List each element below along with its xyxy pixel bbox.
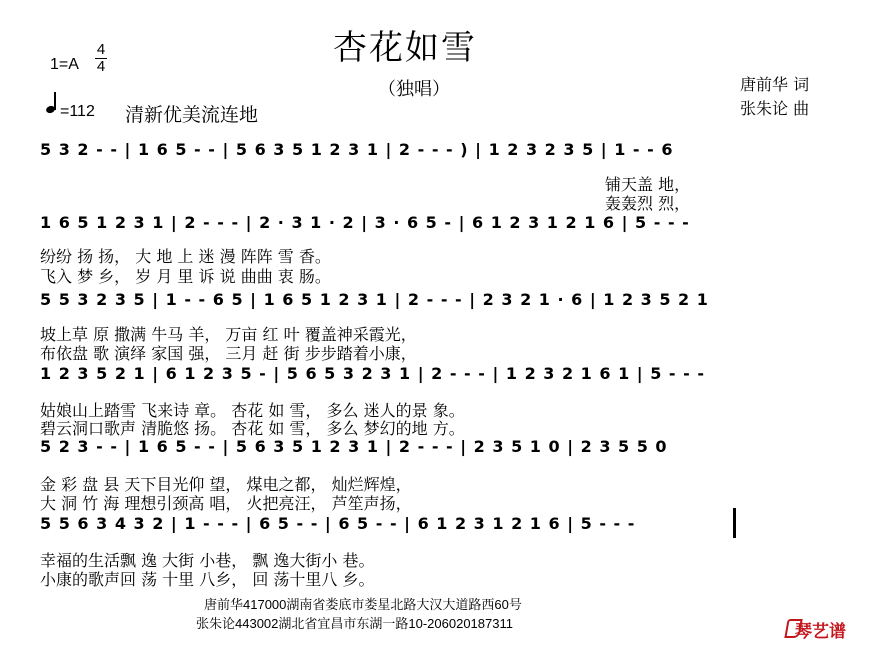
notation-row-2: 1 6 5 1 2 3 1 | 2 - - - | 2 · 3 1 · 2 | 3 · 6 5 - | 6 1 2 3 1 2 1 6 | 5 - - - (40, 213, 690, 232)
lyric-row-1-line-3: 轰轰烈 烈， (605, 194, 691, 213)
song-title: 杏花如雪 (333, 28, 477, 68)
footer-address-composer: 张朱论443002湖北省宜昌市东湖一路10-206020187311 (196, 616, 513, 631)
lyric-row-6-line-2: 小康的歌声回 荡 十里 八乡， 回 荡十里八 乡。 (40, 570, 375, 589)
lyric-row-4-line-1: 姑娘山上踏雪 飞来诗 章。 杏花 如 雪， 多么 迷人的景 象。 (40, 401, 465, 420)
lyric-row-2-line-1: 纷纷 扬 扬， 大 地 上 迷 漫 阵阵 雪 香。 (40, 247, 331, 266)
notation-row-5: 5 2 3 - - | 1 6 5 - - | 5 6 3 5 1 2 3 1 | 2 - - - | 2 3 5 1 0 | 2 3 5 5 0 (40, 437, 668, 456)
lyric-row-2-line-2: 飞入 梦 乡， 岁 月 里 诉 说 曲曲 衷 肠。 (40, 267, 331, 286)
brand-logo-text: 琴艺谱 (795, 622, 846, 642)
key-signature: 1=A (50, 56, 79, 73)
composer-credit: 张朱论 曲 (740, 99, 810, 118)
time-signature-bottom: 4 (96, 58, 106, 75)
notation-row-4: 1 2 3 5 2 1 | 6 1 2 3 5 - | 5 6 5 3 2 3 1 | 2 - - - | 1 2 3 2 1 6 1 | 5 - - - (40, 364, 705, 383)
tempo-description: 清新优美流连地 (125, 104, 259, 126)
notation-row-3: 5 5 3 2 3 5 | 1 - - 6 5 | 1 6 5 1 2 3 1 | 2 - - - | 2 3 2 1 · 6 | 1 2 3 5 2 1 (40, 290, 709, 309)
lyric-row-3-line-2: 布依盘 歌 演绎 家国 强， 三月 赶 街 步步踏着小康， (40, 344, 417, 363)
time-signature (95, 42, 107, 75)
quarter-note-stem-icon (54, 92, 56, 110)
lyric-row-4-line-2: 碧云洞口歌声 清脆悠 扬。 杏花 如 雪， 多么 梦幻的地 方。 (40, 419, 465, 438)
lyric-row-3-line-1: 坡上草 原 撒满 牛马 羊， 万亩 红 叶 覆盖神采霞光， (40, 325, 417, 344)
notation-row-6: 5 5 6 3 4 3 2 | 1 - - - | 6 5 - - | 6 5 - - | 6 1 2 3 1 2 1 6 | 5 - - - (40, 514, 636, 533)
footer-address-lyricist: 唐前华417000湖南省娄底市娄星北路大汉大道路西60号 (204, 597, 522, 612)
lyric-row-5-line-2: 大 洞 竹 海 理想引颈高 唱， 火把亮汪， 芦笙声扬， (40, 494, 412, 513)
tempo-marking: =112 (60, 103, 95, 120)
lyric-row-6-line-1: 幸福的生活飘 逸 大街 小巷， 飘 逸大街小 巷。 (40, 551, 375, 570)
final-barline (733, 508, 736, 538)
lyric-row-5-line-1: 金 彩 盘 县 天下目光仰 望， 煤电之都， 灿烂辉煌， (40, 475, 412, 494)
lyric-row-1-line-2: 铺天盖 地， (605, 175, 691, 194)
notation-row-1: 5 3 2 - - | 1 6 5 - - | 5 6 3 5 1 2 3 1 | 2 - - - ) | 1 2 3 2 3 5 | 1 - - 6 (40, 140, 674, 159)
song-subtitle: （独唱） (378, 79, 450, 100)
lyricist-credit: 唐前华 词 (740, 75, 810, 94)
time-signature-top: 4 (96, 41, 106, 58)
